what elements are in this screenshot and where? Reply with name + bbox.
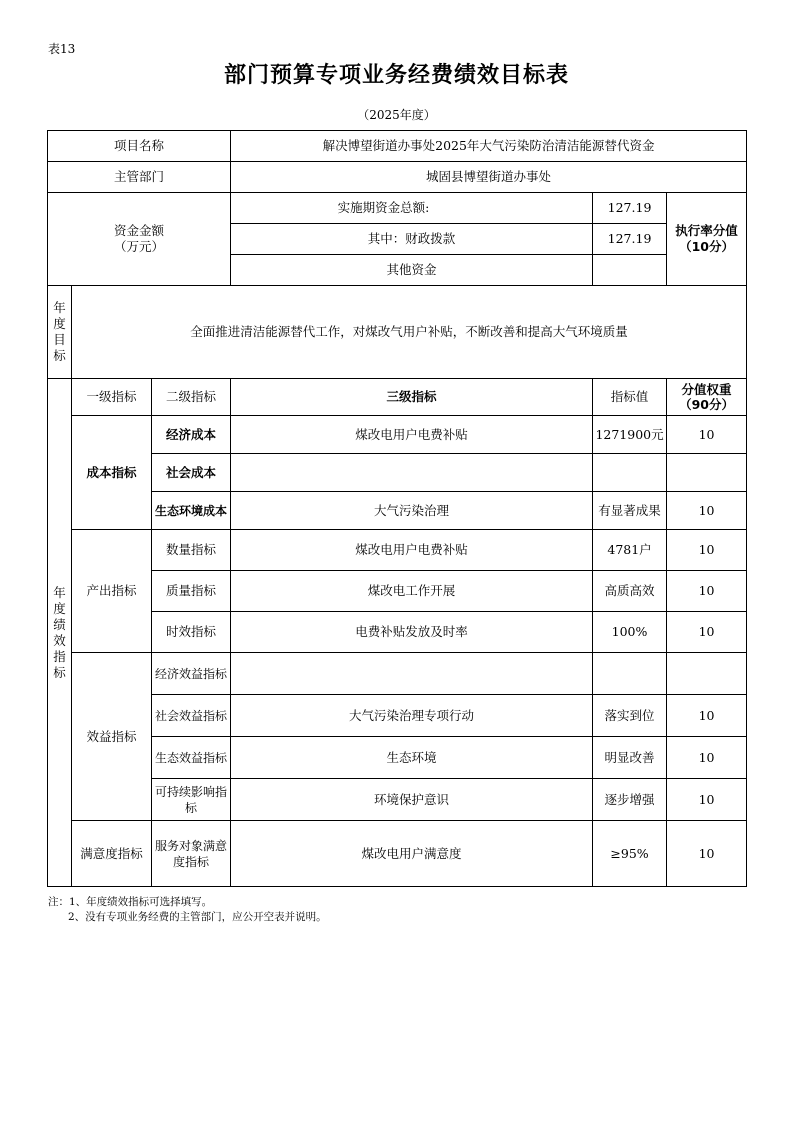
funds-total-value: 127.19 [593,193,667,224]
output-indicator-label: 产出指标 [72,530,152,653]
value-cell: 1271900元 [593,416,667,454]
benefit-indicator-label: 效益指标 [72,653,152,821]
department-row [48,162,747,193]
table-row [48,454,747,492]
table-row [48,612,747,653]
table-row [48,416,747,454]
value-cell: ≥95% [593,821,667,887]
funds-total-row [48,193,747,224]
level3-cell [231,454,593,492]
table-row [48,571,747,612]
value-cell [593,454,667,492]
table-row [48,779,747,821]
level2-cell: 生态环境成本 [152,492,231,530]
footnote-2: 2、没有专项业务经费的主管部门，应公开空表并说明。 [68,911,327,923]
level3-cell: 大气污染治理专项行动 [231,695,593,737]
value-cell: 有显著成果 [593,492,667,530]
weight-header: 分值权重 （90分） [667,379,747,416]
funds-fiscal-label: 其中：财政拨款 [231,224,593,255]
level2-cell: 生态效益指标 [152,737,231,779]
level3-cell: 煤改电用户满意度 [231,821,593,887]
value-cell: 高质高效 [593,571,667,612]
level2-cell: 经济效益指标 [152,653,231,695]
table-row [48,492,747,530]
performance-target-table [47,130,747,887]
funds-label: 资金金额 （万元） [48,193,231,286]
project-name-label: 项目名称 [48,131,231,162]
funds-fiscal-value: 127.19 [593,224,667,255]
annual-goal-row [48,286,747,379]
annual-goal-text: 全面推进清洁能源替代工作，对煤改气用户补贴，不断改善和提高大气环境质量 [72,286,747,379]
footnote-1: 注：1、年度绩效指标可选择填写。 [48,896,213,908]
weight-cell: 10 [667,779,747,821]
level2-cell: 经济成本 [152,416,231,454]
level3-cell: 生态环境 [231,737,593,779]
fiscal-year: （2025年度） [357,108,436,122]
project-name-row [48,131,747,162]
level3-cell: 大气污染治理 [231,492,593,530]
level3-cell: 煤改电用户电费补贴 [231,416,593,454]
level3-cell: 电费补贴发放及时率 [231,612,593,653]
value-cell [593,653,667,695]
table-row [48,530,747,571]
level3-cell: 环境保护意识 [231,779,593,821]
level3-cell [231,653,593,695]
department-value: 城固县博望街道办事处 [231,162,747,193]
value-cell: 落实到位 [593,695,667,737]
weight-cell: 10 [667,492,747,530]
weight-cell: 10 [667,737,747,779]
level3-cell: 煤改电用户电费补贴 [231,530,593,571]
value-header: 指标值 [593,379,667,416]
annual-goal-label: 年度目标 [48,286,72,379]
level1-header: 一级指标 [72,379,152,416]
weight-cell: 10 [667,530,747,571]
level3-cell: 煤改电工作开展 [231,571,593,612]
weight-cell: 10 [667,416,747,454]
level2-cell: 数量指标 [152,530,231,571]
table-row [48,821,747,887]
level2-cell: 质量指标 [152,571,231,612]
level2-header: 二级指标 [152,379,231,416]
document-title: 部门预算专项业务经费绩效目标表 [223,63,569,88]
level2-cell: 社会效益指标 [152,695,231,737]
weight-cell [667,653,747,695]
funds-total-label: 实施期资金总额: [231,193,593,224]
table-number-label: 表13 [48,42,76,56]
level2-cell: 服务对象满意度指标 [152,821,231,887]
execution-rate-score: 执行率分值 （10分） [667,193,747,286]
department-label: 主管部门 [48,162,231,193]
project-name-value: 解决博望街道办事处2025年大气污染防治清洁能源替代资金 [231,131,747,162]
footnotes [48,895,327,925]
weight-cell: 10 [667,821,747,887]
satisfaction-indicator-label: 满意度指标 [72,821,152,887]
level2-cell: 时效指标 [152,612,231,653]
performance-indicators-label: 年度绩效指标 [48,379,72,887]
weight-cell: 10 [667,571,747,612]
value-cell: 明显改善 [593,737,667,779]
indicator-header-row [48,379,747,416]
value-cell: 4781户 [593,530,667,571]
cost-indicator-label: 成本指标 [72,416,152,530]
level2-cell: 可持续影响指标 [152,779,231,821]
value-cell: 100% [593,612,667,653]
value-cell: 逐步增强 [593,779,667,821]
weight-cell [667,454,747,492]
weight-cell: 10 [667,612,747,653]
funds-other-value [593,255,667,286]
table-row [48,737,747,779]
weight-cell: 10 [667,695,747,737]
level3-header: 三级指标 [231,379,593,416]
table-row [48,695,747,737]
table-row [48,653,747,695]
level2-cell: 社会成本 [152,454,231,492]
funds-other-label: 其他资金 [231,255,593,286]
